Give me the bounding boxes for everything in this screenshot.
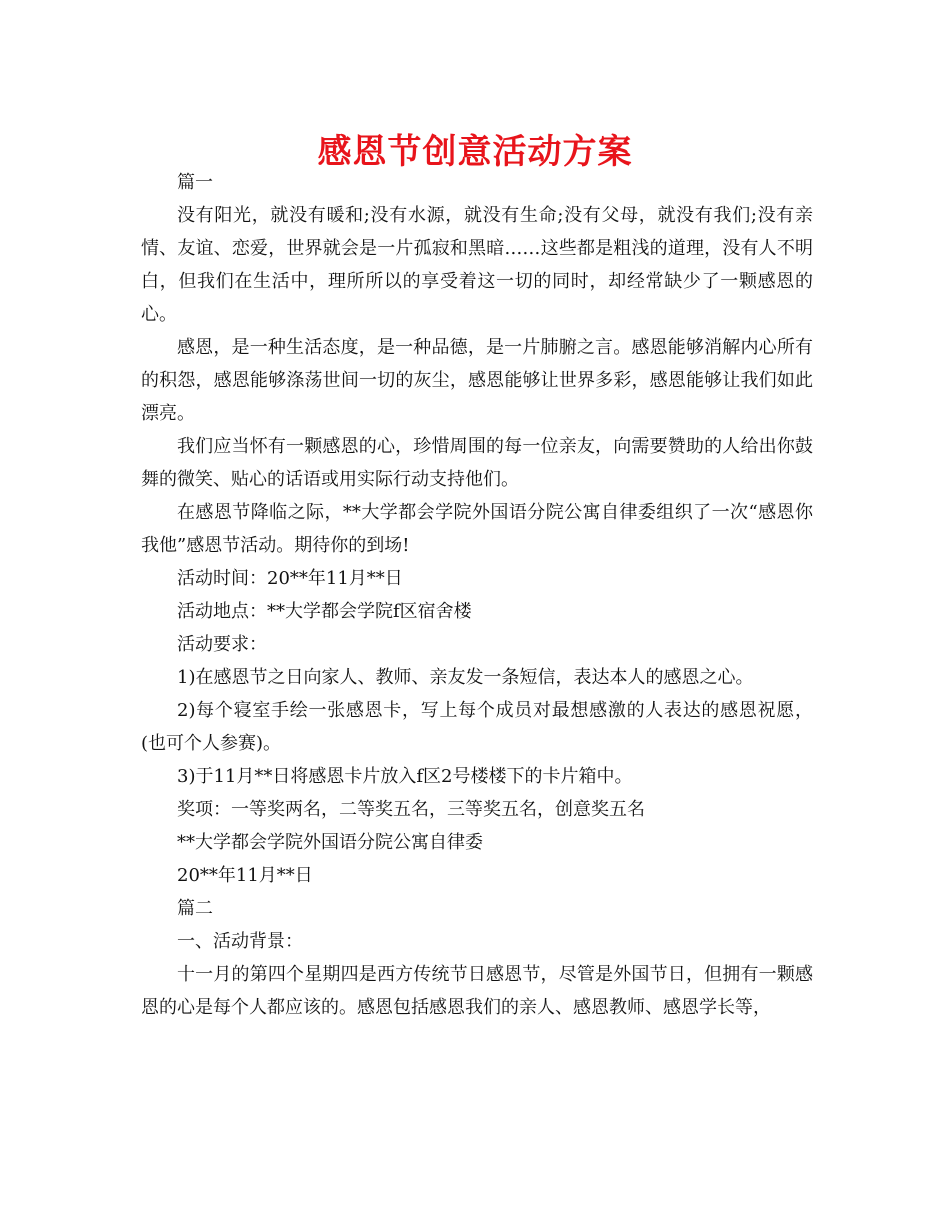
gratitude-paragraph: 感恩，是一种生活态度，是一种品德，是一片肺腑之言。感恩能够消解内心所有的积怨，感恩能够涤荡世间一切的灰尘，感恩能够让世界多彩，感恩能够让我们如此漂亮。: [141, 337, 813, 424]
organizer-signature: **大学都会学院外国语分院公寓自律委: [177, 832, 483, 853]
appeal-paragraph: 我们应当怀有一颗感恩的心，珍惜周围的每一位亲友，向需要赞助的人给出你鼓舞的微笑、贴心的话语或用实际行动支持他们。: [141, 436, 813, 490]
signature-date: 20**年11月**日: [177, 865, 313, 886]
document-title: 感恩节创意活动方案: [317, 132, 633, 172]
section-heading-one: 篇一: [177, 172, 213, 193]
background-heading: 一、活动背景：: [177, 931, 303, 952]
background-paragraph: 十一月的第四个星期四是西方传统节日感恩节，尽管是外国节日，但拥有一颗感恩的心是每个人都应该的。感恩包括感恩我们的亲人、感恩教师、感恩学长等，: [141, 964, 813, 1018]
event-requirements-heading: 活动要求：: [177, 634, 267, 655]
awards-line: 奖项：一等奖两名，二等奖五名，三等奖五名，创意奖五名: [177, 799, 645, 820]
section-heading-two: 篇二: [177, 898, 213, 919]
event-time: 活动时间：20**年11月**日: [177, 568, 403, 589]
requirement-item: 2)每个寝室手绘一张感恩卡，写上每个成员对最想感激的人表达的感恩祝愿，(也可个人参赛)。: [141, 700, 813, 754]
event-announcement-paragraph: 在感恩节降临之际，**大学都会学院外国语分院公寓自律委组织了一次“感恩你我他”感恩节活动。期待你的到场!: [141, 502, 813, 556]
intro-paragraph: 没有阳光，就没有暖和;没有水源，就没有生命;没有父母，就没有我们;没有亲情、友谊、恋爱，世界就会是一片孤寂和黑暗……这些都是粗浅的道理，没有人不明白，但我们在生活中，理所所以的享受着这一切的同时，却经常缺少了一颗感恩的心。: [141, 205, 813, 325]
document-body: [141, 166, 813, 1024]
requirement-item: 3)于11月**日将感恩卡片放入f区2号楼楼下的卡片箱中。: [177, 766, 633, 787]
requirement-item: 1)在感恩节之日向家人、教师、亲友发一条短信，表达本人的感恩之心。: [177, 667, 754, 688]
event-location: 活动地点：**大学都会学院f区宿舍楼: [177, 601, 472, 622]
